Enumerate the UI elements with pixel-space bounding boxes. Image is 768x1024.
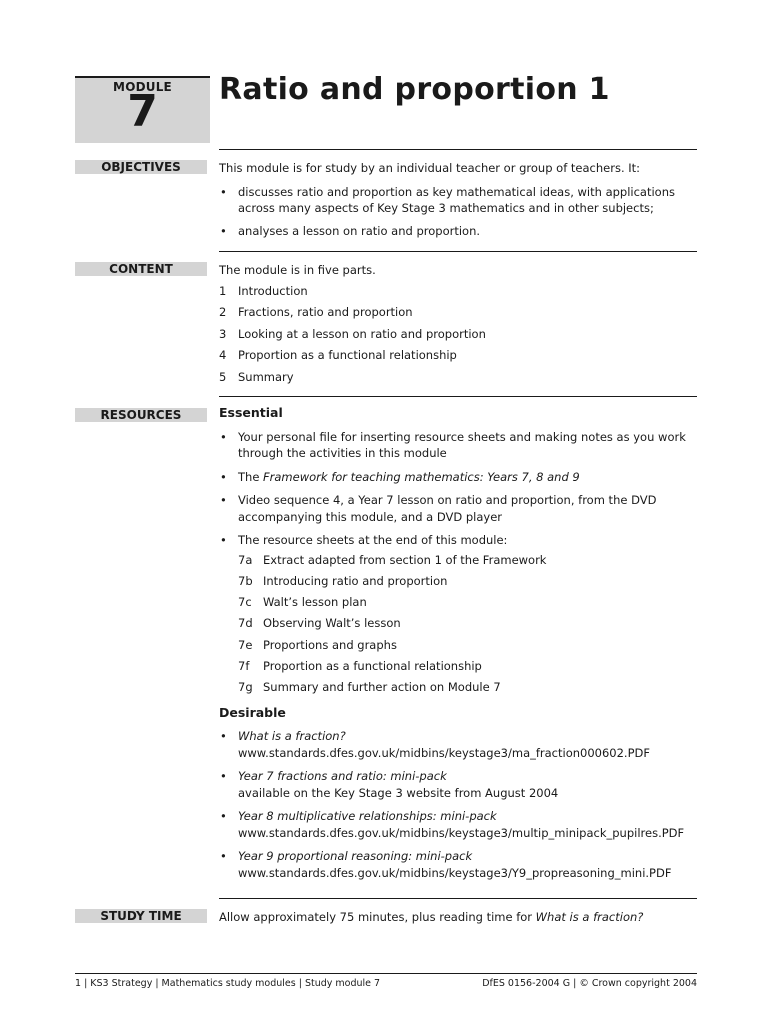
desirable-bullet [219, 808, 697, 841]
module-number: 7 [127, 86, 158, 137]
resource-sheet [219, 592, 697, 613]
part-label: Looking at a lesson on ratio and proportion [238, 326, 486, 341]
content-intro: The module is in five parts. [219, 263, 376, 277]
framework-title: Framework for teaching mathematics: Years 7, 8 and 9 [263, 469, 580, 484]
sheet-code: 7g [238, 680, 253, 695]
essential-bullet: • The resource sheets at the end of this module: [219, 532, 697, 549]
desirable-title: Year 9 proportional reasoning: mini-pack [238, 849, 473, 864]
bullet-text: The [238, 469, 264, 484]
resource-sheet [219, 613, 697, 634]
part-label: Fractions, ratio and proportion [238, 305, 413, 319]
study-time-text [219, 909, 697, 926]
sheet-title: Introducing ratio and proportion [263, 573, 448, 588]
desirable-title: What is a fraction? [238, 729, 346, 744]
sheet-code: 7e [238, 637, 253, 652]
content-part [219, 281, 697, 303]
study-time-section [219, 909, 697, 926]
objectives-bullet: • discusses ratio and proportion as key mathematical ideas, with applications across many aspects of Key Stage 3 mathematics and in other subjects; [219, 184, 697, 217]
essential-bullet: • Video sequence 4, a Year 7 lesson on ratio and proportion, from the DVD accompanying this module, and a DVD player [219, 492, 697, 525]
footer-right: DfES 0156-2004 G | © Crown copyright 2004 [482, 978, 697, 989]
part-number: 4 [219, 348, 227, 362]
study-time-reading: What is a fraction? [535, 910, 644, 924]
page-title: Ratio and proportion 1 [219, 72, 610, 107]
footer-left: 1 | KS3 Strategy | Mathematics study modules | Study module 7 [75, 978, 381, 989]
part-number: 5 [219, 369, 227, 384]
resources-section [219, 405, 697, 881]
content-part [219, 367, 697, 389]
essential-bullet [219, 469, 697, 486]
part-label: Proportion as a functional relationship [238, 348, 457, 362]
content-section [219, 262, 697, 388]
part-label: Summary [238, 369, 294, 384]
part-number: 1 [219, 283, 227, 298]
sheet-title: Proportion as a functional relationship [263, 658, 482, 673]
resources-tab: RESOURCES [75, 408, 207, 422]
resource-sheet [219, 656, 697, 677]
desirable-detail: www.standards.dfes.gov.uk/midbins/keystage3/ma_fraction000602.PDF [238, 745, 650, 760]
desirable-title: Year 7 fractions and ratio: mini-pack [238, 769, 447, 784]
resource-sheet-list [219, 550, 697, 699]
desirable-detail: www.standards.dfes.gov.uk/midbins/keystage3/multip_minipack_pupilres.PDF [238, 825, 685, 840]
module-badge [75, 76, 210, 143]
objectives-rule [219, 149, 697, 150]
objectives-tab: OBJECTIVES [75, 160, 207, 174]
sheet-title: Proportions and graphs [263, 637, 397, 652]
sheet-title: Walt’s lesson plan [263, 595, 367, 610]
desirable-detail: www.standards.dfes.gov.uk/midbins/keystage3/Y9_propreasoning_mini.PDF [238, 865, 672, 880]
content-tab: CONTENT [75, 262, 207, 276]
resource-sheet [219, 550, 697, 571]
resources-rule [219, 396, 697, 397]
content-part [219, 302, 697, 324]
resource-sheet [219, 677, 697, 698]
sheet-code: 7d [238, 616, 253, 631]
desirable-bullet [219, 728, 697, 761]
study-time-main: Allow approximately 75 minutes, plus reading time for [219, 910, 536, 924]
desirable-title: Year 8 multiplicative relationships: mini-pack [238, 809, 497, 824]
desirable-heading: Desirable [219, 704, 286, 720]
content-rule [219, 251, 697, 252]
study-time-rule [219, 898, 697, 899]
objectives-section [219, 160, 697, 239]
objectives-intro: This module is for study by an individual teacher or group of teachers. It: [219, 161, 641, 175]
sheet-title: Observing Walt’s lesson [263, 616, 401, 631]
objectives-bullet: • analyses a lesson on ratio and proportion. [219, 223, 697, 240]
part-number: 3 [219, 326, 227, 341]
content-part [219, 324, 697, 346]
part-number: 2 [219, 305, 227, 319]
essential-heading: Essential [219, 405, 283, 420]
footer-rule [75, 973, 697, 974]
part-label: Introduction [238, 283, 308, 298]
sheet-code: 7b [238, 573, 253, 588]
desirable-detail: available on the Key Stage 3 website from August 2004 [238, 785, 559, 800]
desirable-bullet [219, 768, 697, 801]
essential-bullet: • Your personal file for inserting resource sheets and making notes as you work through the activities in this module [219, 429, 697, 462]
study-time-tab: STUDY TIME [75, 909, 207, 923]
sheet-code: 7a [238, 552, 253, 567]
resource-sheet [219, 635, 697, 656]
module-label: MODULE [113, 80, 172, 94]
desirable-bullet [219, 848, 697, 881]
content-part [219, 345, 697, 367]
sheet-title: Summary and further action on Module 7 [263, 680, 501, 695]
sheet-code: 7c [238, 595, 252, 610]
sheet-code: 7f [238, 658, 250, 673]
sheet-title: Extract adapted from section 1 of the Framework [263, 552, 547, 567]
resource-sheet [219, 571, 697, 592]
